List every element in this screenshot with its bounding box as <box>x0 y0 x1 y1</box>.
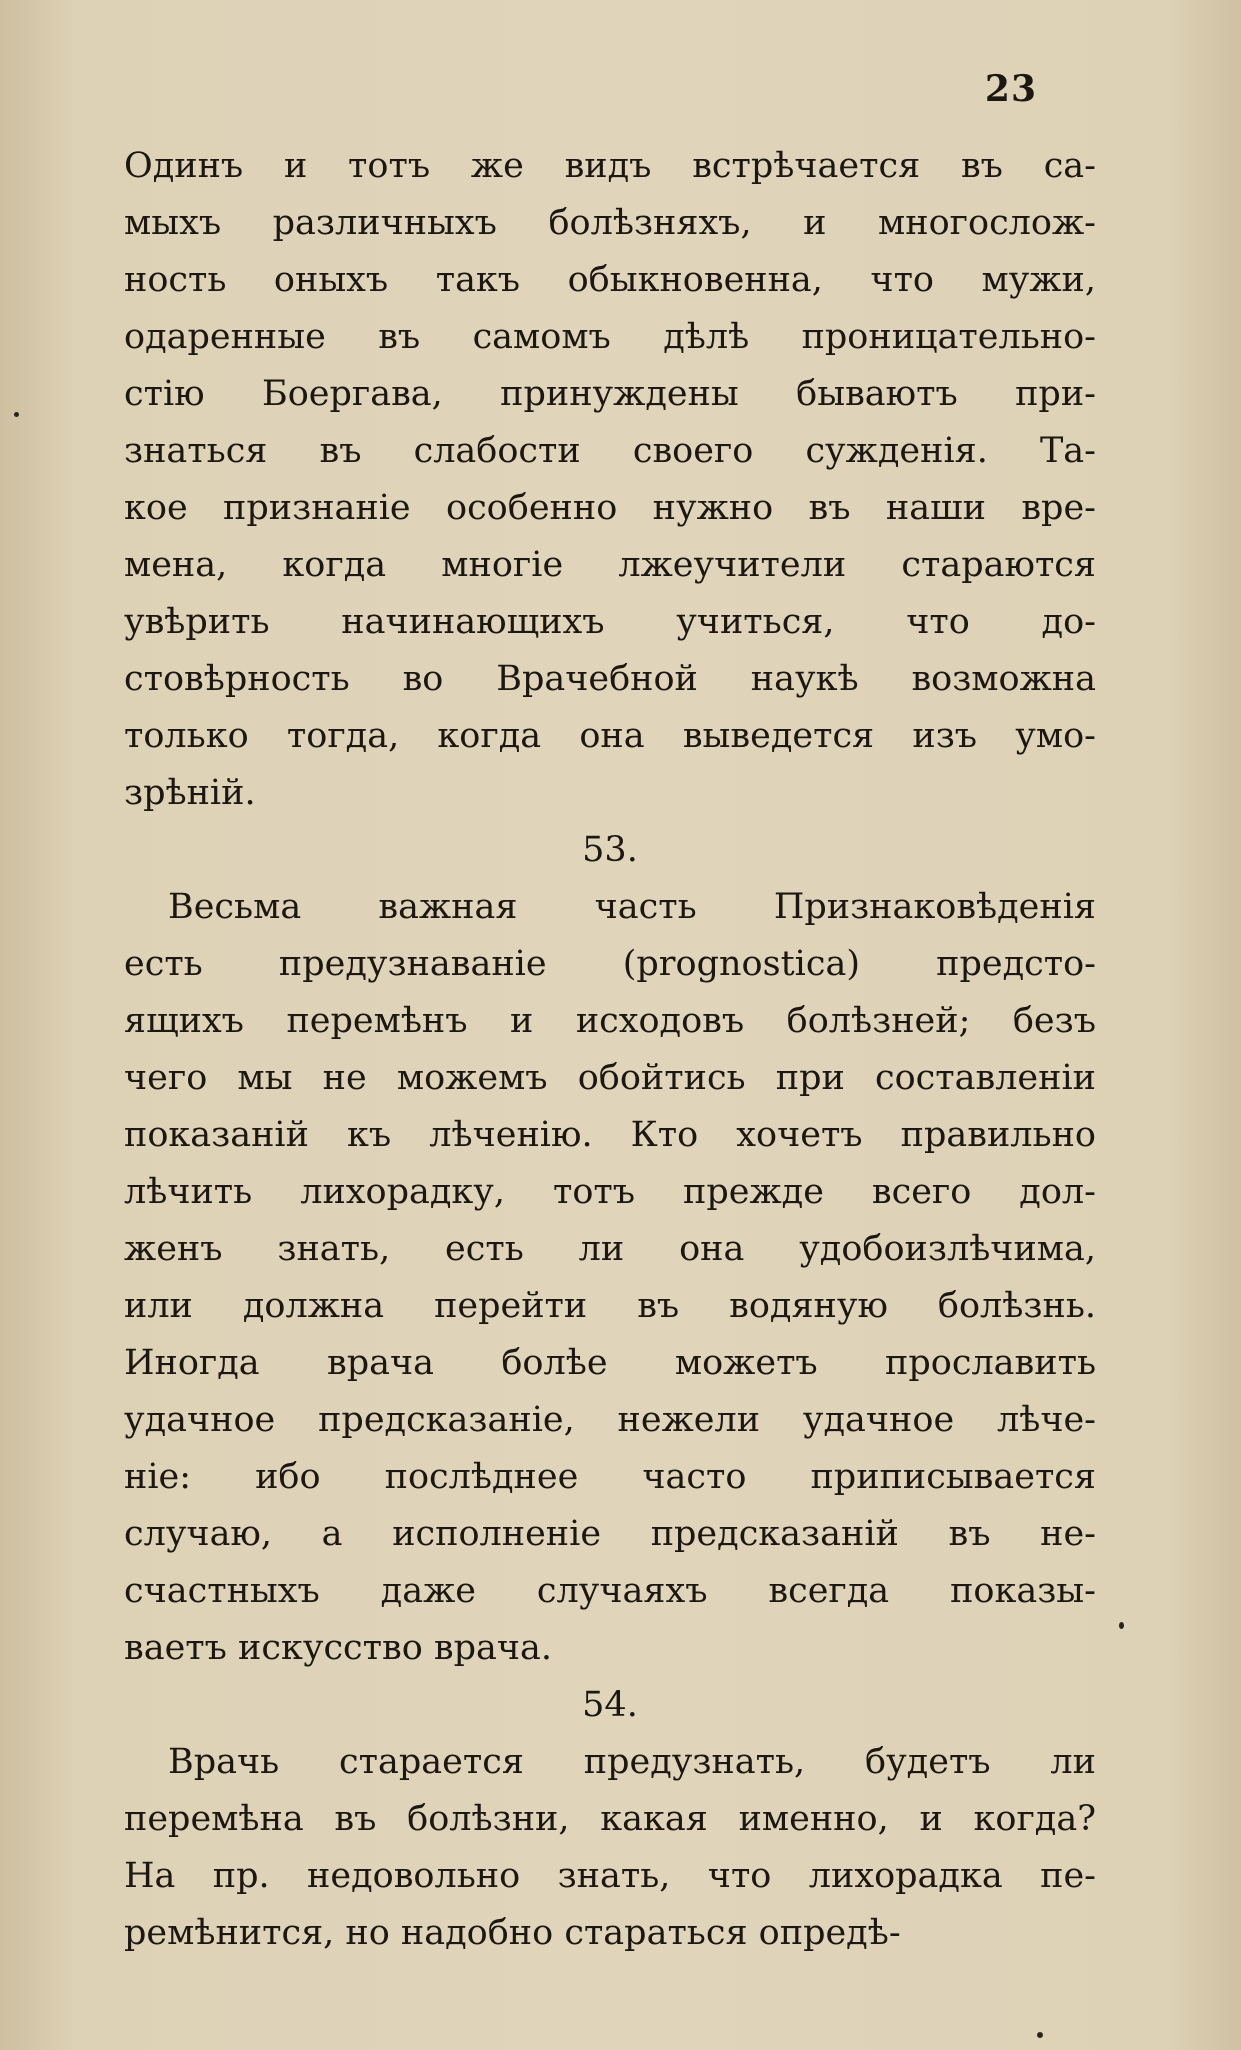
text-line: ремѣнится, но надобно стараться опредѣ- <box>124 1913 901 1953</box>
text-line: одаренные въ самомъ дѣлѣ проницательно- <box>124 317 1096 357</box>
text-line: женъ знать, есть ли она удобоизлѣчима, <box>124 1229 1096 1269</box>
paragraph <box>124 879 1096 1677</box>
ink-speck <box>1119 1622 1124 1629</box>
text-line: увѣрить начинающихъ учиться, что до- <box>124 602 1096 642</box>
ink-speck <box>1037 2032 1043 2038</box>
text-line: Весьма важная часть Признаковѣденія <box>168 887 1096 927</box>
text-line: мыхъ различныхъ болѣзняхъ, и многослож- <box>124 203 1096 243</box>
text-line: На пр. недовольно знать, что лихорадка пе- <box>124 1856 1096 1896</box>
text-line: зрѣній. <box>124 773 256 813</box>
text-line: ваетъ искусство врача. <box>124 1628 553 1668</box>
text-line: Врачь старается предузнать, будетъ ли <box>168 1742 1096 1782</box>
section-number: 54. <box>582 1685 638 1725</box>
paragraph <box>124 138 1096 822</box>
text-line: кое признаніе особенно нужно въ наши вре- <box>124 488 1096 528</box>
text-line: знаться въ слабости своего сужденія. Та- <box>124 431 1096 471</box>
text-line: Одинъ и тотъ же видъ встрѣчается въ са- <box>124 146 1096 186</box>
text-line: только тогда, когда она выведется изъ умо- <box>124 716 1096 756</box>
text-line: ность оныхъ такъ обыкновенна, что мужи, <box>124 260 1096 300</box>
ink-speck <box>14 412 19 417</box>
text-line: ящихъ перемѣнъ и исходовъ болѣзней; безъ <box>124 1001 1096 1041</box>
text-line: чего мы не можемъ обойтись при составленіи <box>124 1058 1096 1098</box>
text-line: есть предузнаваніе (prognostica) предсто- <box>124 944 1096 984</box>
text-line: показаній къ лѣченію. Кто хочетъ правильно <box>124 1115 1096 1155</box>
paragraph <box>124 1734 1096 1962</box>
text-line: счастныхъ даже случаяхъ всегда показы- <box>124 1571 1096 1611</box>
body-text <box>124 138 1096 1962</box>
section-number: 53. <box>582 830 638 870</box>
text-line: Иногда врача болѣе можетъ прославить <box>124 1343 1096 1383</box>
text-line: стію Боергава, принуждены бываютъ при- <box>124 374 1096 414</box>
text-line: ніе: ибо послѣднее часто приписывается <box>124 1457 1096 1497</box>
text-line: удачное предсказаніе, нежели удачное лѣче- <box>124 1400 1096 1440</box>
text-line: случаю, а исполненіе предсказаній въ не- <box>124 1514 1096 1554</box>
text-line: или должна перейти въ водяную болѣзнь. <box>124 1286 1096 1326</box>
text-line: стовѣрность во Врачебной наукѣ возможна <box>124 659 1096 699</box>
text-line: мена, когда многіе лжеучители стараются <box>124 545 1096 585</box>
text-line: лѣчить лихорадку, тотъ прежде всего дол- <box>124 1172 1096 1212</box>
page-number: 23 <box>984 68 1037 110</box>
text-line: перемѣна въ болѣзни, какая именно, и когда? <box>124 1799 1096 1839</box>
